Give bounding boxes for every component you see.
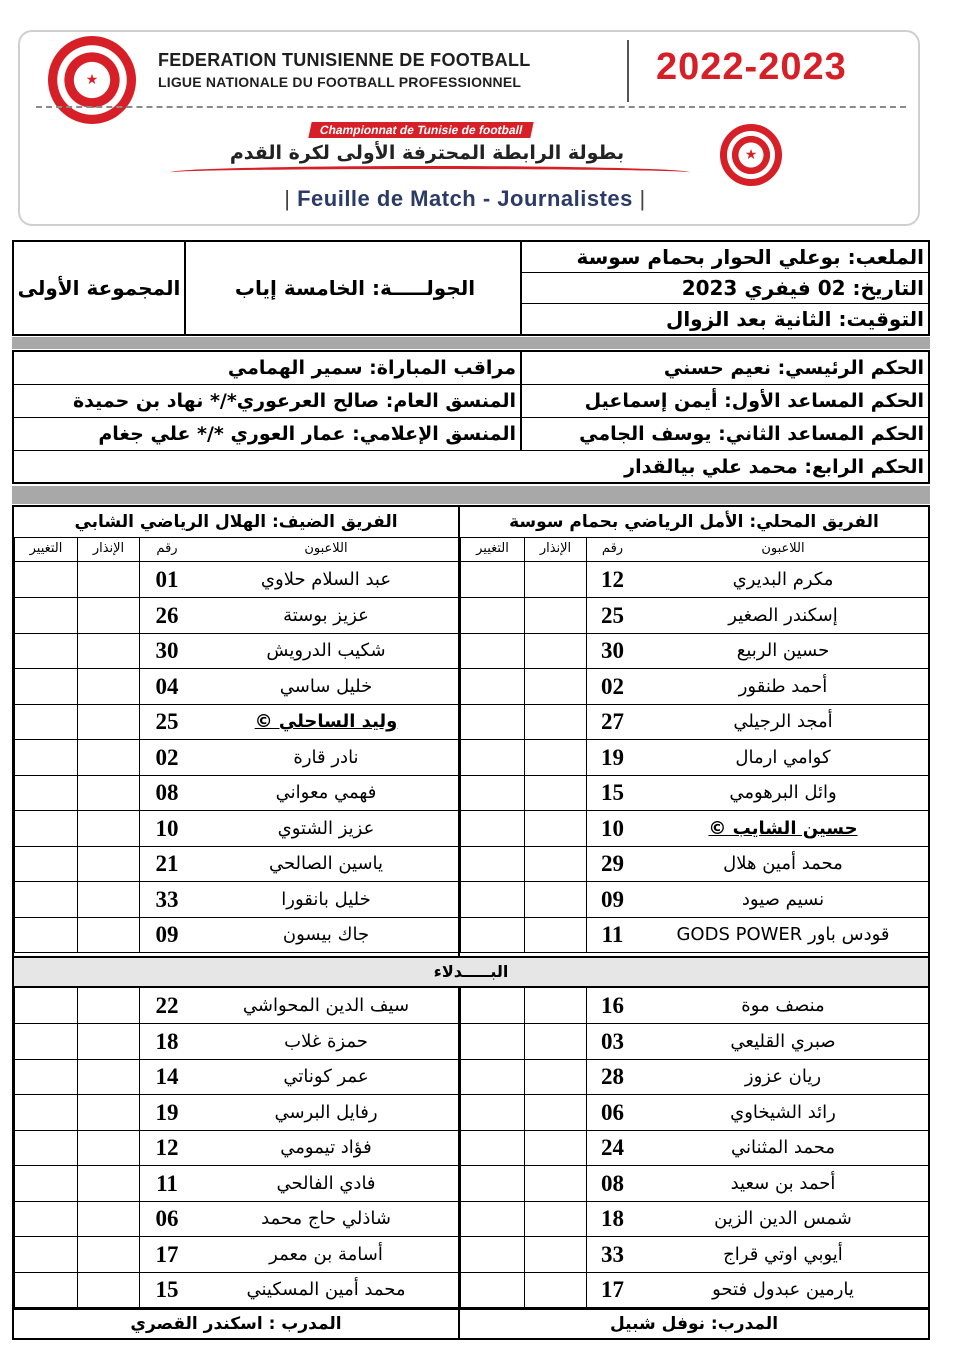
home-coach: المدرب: نوفل شبيل	[460, 1308, 928, 1338]
player-name: إسكندر الصغير	[728, 604, 838, 626]
substitute-row	[460, 1201, 928, 1237]
warning-cell	[524, 598, 586, 633]
player-name: ياسين الصالحي	[268, 853, 384, 874]
player-row	[14, 917, 458, 953]
substitution-cell	[14, 1024, 77, 1059]
player-row	[460, 917, 928, 953]
substitute-row	[14, 988, 458, 1024]
warning-cell	[77, 917, 139, 952]
warning-cell	[77, 598, 139, 633]
home-team-section	[458, 507, 928, 1338]
player-row	[14, 669, 458, 705]
warning-cell	[524, 1272, 586, 1307]
match-group: المجموعة الأولى	[17, 276, 181, 300]
substitute-row	[460, 1095, 928, 1131]
separator-band	[12, 337, 930, 349]
player-name: نسيم صيود	[741, 888, 825, 910]
substitute-row	[14, 1024, 458, 1060]
player-number: 18	[139, 1024, 194, 1059]
player-number: 10	[586, 811, 638, 846]
substitution-cell	[14, 598, 77, 633]
player-row	[460, 775, 928, 811]
player-number: 24	[586, 1130, 638, 1165]
warning-cell	[524, 988, 586, 1023]
substitute-row	[14, 1130, 458, 1166]
player-name: عمر كوناتي	[283, 1066, 369, 1087]
general-coordinator: المنسق العام: صالح العرعوري*/* نهاد بن حميدة	[14, 385, 522, 417]
substitution-cell	[14, 811, 77, 846]
fourth-referee: الحكم الرابع: محمد علي بيالقدار	[624, 456, 924, 478]
player-name: سيف الدين المحواشي	[242, 995, 410, 1016]
col-players: اللاعبون	[761, 541, 805, 556]
warning-cell	[524, 1201, 586, 1236]
player-name: عزيز الشتوي	[277, 817, 375, 839]
col-players: اللاعبون	[304, 541, 348, 556]
warning-cell	[524, 669, 586, 704]
player-number: 10	[139, 811, 194, 846]
player-row	[460, 669, 928, 705]
player-number: 06	[586, 1095, 638, 1130]
substitution-cell	[14, 988, 77, 1023]
officials-row	[14, 418, 928, 451]
col-substitution: التغيير	[14, 537, 77, 561]
substitution-cell	[14, 704, 77, 739]
player-row	[14, 846, 458, 882]
player-number: 08	[586, 1166, 638, 1201]
player-name: خليل بانقورا	[281, 888, 371, 910]
player-row	[14, 562, 458, 598]
substitute-row	[460, 1272, 928, 1308]
player-name: خليل ساسي	[279, 675, 373, 697]
player-row	[460, 704, 928, 740]
player-name: عزيز بوستة	[283, 604, 369, 626]
match-info	[12, 240, 930, 336]
player-row	[14, 811, 458, 847]
substitution-cell	[14, 846, 77, 881]
warning-cell	[524, 811, 586, 846]
player-name: أمجد الرجيلي	[733, 711, 833, 732]
warning-cell	[77, 1024, 139, 1059]
substitution-cell	[460, 1166, 524, 1201]
substitution-cell	[460, 775, 524, 810]
ftf-logo-icon: ★	[720, 124, 782, 186]
player-number: 08	[139, 775, 194, 810]
player-number: 09	[139, 917, 194, 952]
substitute-row	[460, 1059, 928, 1095]
substitute-row	[14, 1059, 458, 1095]
warning-cell	[524, 1024, 586, 1059]
substitution-cell	[460, 988, 524, 1023]
player-name: فادي الفالحي	[276, 1172, 376, 1194]
away-team-title: الفريق الضيف: الهلال الرياضي الشابي	[14, 507, 458, 538]
player-number: 01	[139, 562, 194, 597]
player-name: كوامي ارمال	[735, 746, 831, 768]
match-round: الجولـــــة: الخامسة إياب	[234, 276, 476, 300]
player-number: 26	[139, 598, 194, 633]
header-divider	[627, 40, 629, 102]
player-name: شكيب الدرويش	[266, 640, 386, 661]
player-number: 25	[586, 598, 638, 633]
header-card	[18, 30, 920, 226]
player-row	[14, 882, 458, 918]
player-name: جاك بيسون	[282, 924, 370, 945]
substitution-cell	[460, 846, 524, 881]
player-name: فؤاد تيمومي	[280, 1137, 372, 1158]
player-name: قودس باور GODS POWER	[676, 924, 890, 945]
player-row	[460, 740, 928, 776]
player-name: وليد الساحلي ©	[254, 711, 398, 732]
player-number: 25	[139, 704, 194, 739]
stadium: الملعب: بوعلي الحوار بحمام سوسة	[522, 242, 928, 273]
player-row	[14, 775, 458, 811]
player-name: حسين الربيع	[736, 640, 830, 661]
player-name: محمد المثناني	[730, 1137, 836, 1158]
substitute-row	[460, 1024, 928, 1060]
player-name: أحمد طنقور	[738, 675, 828, 697]
warning-cell	[524, 1095, 586, 1130]
federation-name: FEDERATION TUNISIENNE DE FOOTBALL	[158, 50, 531, 70]
substitution-cell	[14, 1095, 77, 1130]
player-number: 02	[139, 740, 194, 775]
warning-cell	[524, 1059, 586, 1094]
player-number: 17	[139, 1237, 194, 1272]
player-name: يارمين عبدول فتحو	[712, 1279, 854, 1300]
substitution-cell	[460, 1272, 524, 1307]
substitution-cell	[460, 633, 524, 668]
substitution-cell	[14, 882, 77, 917]
championship-fr: Championnat de Tunisie de football	[308, 122, 534, 138]
warning-cell	[77, 1272, 139, 1307]
column-header-row	[460, 537, 928, 562]
substitution-cell	[14, 917, 77, 952]
away-team-section	[14, 507, 458, 1338]
media-coordinator: المنسق الإعلامي: عمار العوري */* علي جغام	[14, 418, 522, 450]
column-header-row	[14, 537, 458, 562]
substitution-cell	[460, 811, 524, 846]
player-name: محمد أمين المسكيني	[246, 1279, 406, 1300]
officials-row	[14, 451, 928, 483]
player-number: 30	[139, 633, 194, 668]
warning-cell	[524, 1130, 586, 1165]
warning-cell	[77, 1130, 139, 1165]
substitution-cell	[460, 598, 524, 633]
player-number: 17	[586, 1272, 638, 1307]
player-number: 30	[586, 633, 638, 668]
substitution-cell	[460, 917, 524, 952]
substitution-cell	[14, 1272, 77, 1307]
player-row	[460, 811, 928, 847]
main-referee: الحكم الرئيسي: نعيم حسني	[663, 357, 924, 379]
player-row	[14, 740, 458, 776]
substitution-cell	[14, 740, 77, 775]
warning-cell	[524, 1166, 586, 1201]
substitute-row	[14, 1272, 458, 1308]
player-number: 22	[139, 988, 194, 1023]
warning-cell	[77, 669, 139, 704]
substitute-row	[14, 1201, 458, 1237]
player-number: 11	[586, 917, 638, 952]
warning-cell	[77, 1201, 139, 1236]
player-name: منصف موة	[741, 995, 825, 1016]
match-time: التوقيت: الثانية بعد الزوال	[665, 307, 924, 331]
substitution-cell	[460, 1201, 524, 1236]
lineups-table	[12, 505, 930, 1340]
warning-cell	[77, 775, 139, 810]
player-name: نادر قارة	[293, 746, 359, 768]
player-name: عبد السلام حلاوي	[260, 569, 392, 590]
substitute-row	[14, 1095, 458, 1131]
warning-cell	[77, 1059, 139, 1094]
player-name: أيوبي اوتي قراج	[723, 1243, 843, 1265]
warning-cell	[77, 811, 139, 846]
dashed-divider	[36, 106, 906, 108]
warning-cell	[77, 1095, 139, 1130]
assistant-referee-2: الحكم المساعد الثاني: يوسف الجامي	[579, 423, 924, 445]
player-row	[460, 562, 928, 598]
substitute-row	[460, 1237, 928, 1273]
player-number: 15	[586, 775, 638, 810]
substitute-row	[14, 1166, 458, 1202]
player-name: رائد الشيخاوي	[730, 1101, 836, 1123]
player-name: أحمد بن سعيد	[730, 1172, 836, 1194]
substitution-cell	[460, 1237, 524, 1272]
warning-cell	[77, 882, 139, 917]
player-number: 19	[139, 1095, 194, 1130]
substitution-cell	[460, 882, 524, 917]
player-row	[14, 704, 458, 740]
player-row	[14, 633, 458, 669]
substitution-cell	[14, 1237, 77, 1272]
player-number: 28	[586, 1059, 638, 1094]
substitute-row	[460, 1130, 928, 1166]
player-number: 18	[586, 1201, 638, 1236]
player-name: محمد أمين هلال	[723, 853, 843, 874]
empty-cell	[14, 451, 522, 483]
player-number: 19	[586, 740, 638, 775]
officials-row	[14, 352, 928, 385]
player-row	[14, 598, 458, 634]
warning-cell	[77, 633, 139, 668]
player-number: 12	[139, 1130, 194, 1165]
substitution-cell	[14, 775, 77, 810]
separator-band	[12, 486, 930, 504]
player-number: 02	[586, 669, 638, 704]
sheet-title-text: Feuille de Match - Journalistes	[297, 186, 633, 211]
substitution-cell	[460, 1095, 524, 1130]
substitution-cell	[14, 669, 77, 704]
warning-cell	[77, 1237, 139, 1272]
substitution-cell	[14, 633, 77, 668]
player-name: صبري القليعي	[730, 1030, 836, 1052]
substitution-cell	[460, 740, 524, 775]
warning-cell	[524, 882, 586, 917]
player-row	[460, 633, 928, 669]
player-name: حسين الشايب ©	[708, 817, 858, 839]
player-name: أسامة بن معمر	[269, 1243, 383, 1265]
substitution-cell	[14, 1201, 77, 1236]
col-warning: الإنذار	[524, 537, 586, 561]
warning-cell	[524, 633, 586, 668]
player-number: 29	[586, 846, 638, 881]
league-name: LIGUE NATIONALE DU FOOTBALL PROFESSIONNEL	[158, 74, 522, 90]
substitute-row	[14, 1237, 458, 1273]
substitute-row	[460, 1166, 928, 1202]
assistant-referee-1: الحكم المساعد الأول: أيمن إسماعيل	[584, 390, 924, 412]
officials-row	[14, 385, 928, 418]
warning-cell	[524, 562, 586, 597]
col-number: رقم	[586, 537, 638, 561]
warning-cell	[77, 988, 139, 1023]
player-name: مكرم البديري	[732, 569, 834, 590]
player-number: 04	[139, 669, 194, 704]
season-label: 2022-2023	[656, 46, 847, 88]
col-warning: الإنذار	[77, 537, 139, 561]
warning-cell	[524, 704, 586, 739]
match-commissioner: مراقب المباراة: سمير الهمامي	[14, 352, 522, 384]
player-name: شمس الدين الزين	[714, 1208, 852, 1229]
player-name: شاذلي حاج محمد	[261, 1208, 391, 1229]
officials-table	[12, 350, 930, 484]
substitution-cell	[460, 1024, 524, 1059]
match-info-details	[522, 242, 928, 334]
substitution-cell	[460, 1130, 524, 1165]
substitute-row	[460, 988, 928, 1024]
substitution-cell	[460, 562, 524, 597]
player-number: 33	[586, 1237, 638, 1272]
substitution-cell	[460, 704, 524, 739]
warning-cell	[524, 846, 586, 881]
warning-cell	[77, 704, 139, 739]
player-number: 21	[139, 846, 194, 881]
warning-cell	[524, 917, 586, 952]
substitutes-band: البـــــدلاء	[14, 956, 928, 988]
substitution-cell	[14, 1059, 77, 1094]
warning-cell	[524, 1237, 586, 1272]
cell-divider	[184, 242, 186, 334]
away-coach: المدرب : اسكندر القصري	[14, 1308, 458, 1338]
warning-cell	[77, 562, 139, 597]
player-number: 33	[139, 882, 194, 917]
warning-cell	[524, 775, 586, 810]
player-row	[460, 598, 928, 634]
substitution-cell	[14, 562, 77, 597]
substitution-cell	[14, 1130, 77, 1165]
home-team-title: الفريق المحلي: الأمل الرياضي بحمام سوسة	[460, 507, 928, 538]
player-name: ريان عزوز	[744, 1066, 822, 1087]
player-name: فهمي معواني	[275, 782, 377, 803]
substitution-cell	[460, 669, 524, 704]
player-number: 27	[586, 704, 638, 739]
player-number: 15	[139, 1272, 194, 1307]
sheet-title: | Feuille de Match - Journalistes |	[284, 186, 646, 211]
col-number: رقم	[139, 537, 194, 561]
player-number: 09	[586, 882, 638, 917]
player-number: 16	[586, 988, 638, 1023]
player-name: رفايل البرسي	[274, 1101, 378, 1123]
player-name: حمزة غلاب	[284, 1030, 368, 1052]
player-number: 14	[139, 1059, 194, 1094]
swoosh-decoration	[170, 166, 690, 179]
col-substitution: التغيير	[460, 537, 524, 561]
player-name: وائل البرهومي	[729, 782, 837, 803]
match-date: التاريخ: 02 فيفري 2023	[522, 273, 928, 304]
player-number: 12	[586, 562, 638, 597]
warning-cell	[77, 846, 139, 881]
player-number: 03	[586, 1024, 638, 1059]
substitution-cell	[14, 1166, 77, 1201]
substitution-cell	[460, 1059, 524, 1094]
player-number: 06	[139, 1201, 194, 1236]
ftf-logo-icon: ★	[48, 36, 136, 124]
player-row	[460, 846, 928, 882]
championship-ar: بطولة الرابطة المحترفة الأولى لكرة القدم	[229, 142, 625, 164]
player-number: 11	[139, 1166, 194, 1201]
warning-cell	[524, 740, 586, 775]
warning-cell	[77, 740, 139, 775]
warning-cell	[77, 1166, 139, 1201]
player-row	[460, 882, 928, 918]
